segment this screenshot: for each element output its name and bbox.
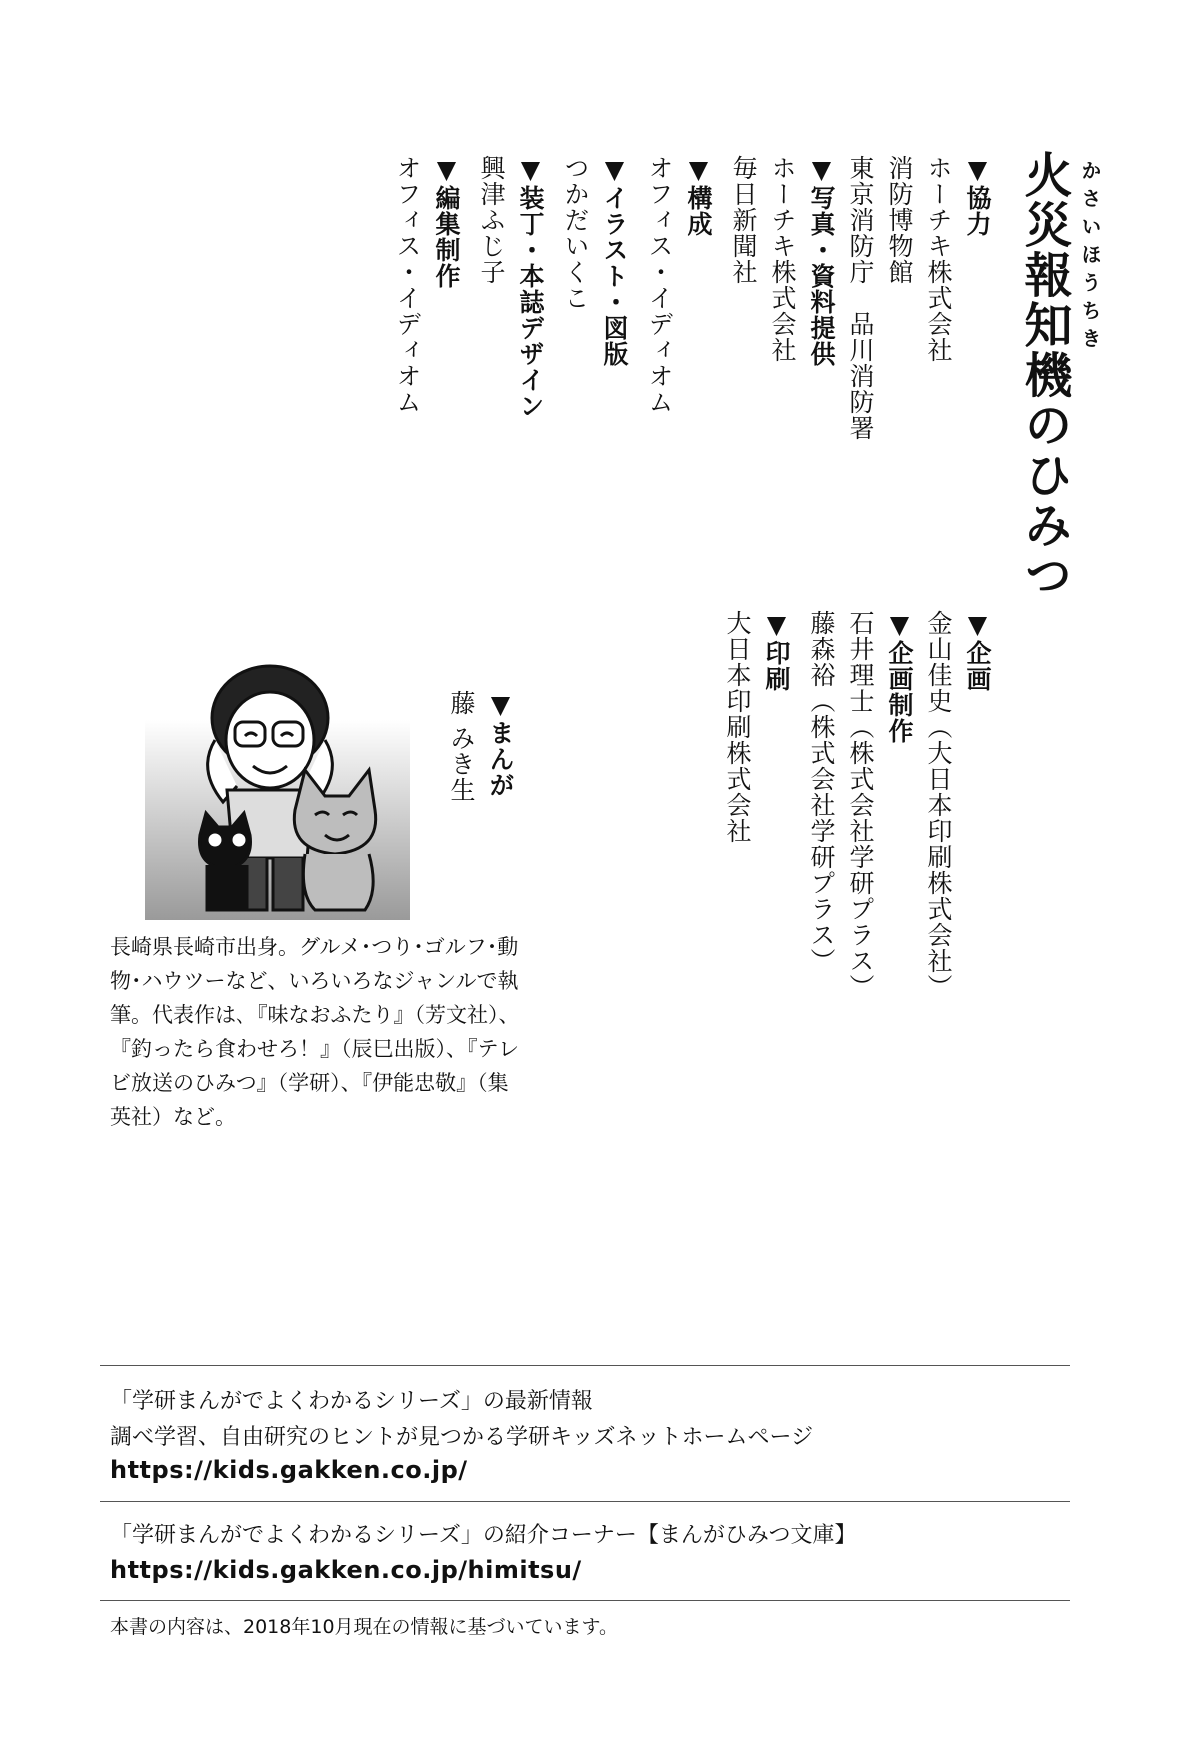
credit-line: 興津ふじ子 xyxy=(477,155,506,285)
book-title-ruby: かさいほうちき xyxy=(1078,160,1102,356)
credit-line: 毎日新聞社 xyxy=(729,155,758,285)
author-portrait xyxy=(145,660,410,920)
credit-line: ホーチキ株式会社 xyxy=(768,155,797,363)
black-cat xyxy=(200,813,251,910)
credit-header-illustration: ▼イラスト・図版 xyxy=(600,155,629,367)
series-news-text: 「学研まんがでよくわかるシリーズ」の最新情報 xyxy=(110,1389,593,1414)
credit-header-composition: ▼構成 xyxy=(684,155,713,237)
kids-net-text: 調べ学習、自由研究のヒントが見つかる学研キッズネットホームページ xyxy=(110,1425,814,1450)
himitsu-url-link[interactable]: https://kids.gakken.co.jp/himitsu/ xyxy=(110,1556,582,1584)
series-corner-text: 「学研まんがでよくわかるシリーズ」の紹介コーナー【まんがひみつ文庫】 xyxy=(110,1523,857,1548)
credit-line: 東京消防庁 品川消防署 xyxy=(846,155,875,441)
credit-line: 大日本印刷株式会社 xyxy=(723,610,752,844)
credit-header-design: ▼装丁・本誌デザイン xyxy=(516,155,545,419)
author-bio: 長崎県長崎市出身。グルメ･つり･ゴルフ･動物･ハウツーなど、いろいろなジャンルで執筆。代表作は､『味なおふたり』（芳文社）、『釣ったら食わせろ！』（辰巳出版）、『テレビ放送のひみつ』（学研）、『伊能忠敬』（集英社）など。 xyxy=(110,935,520,1129)
credit-header-cooperation: ▼協力 xyxy=(963,155,992,237)
credit-line: 金山佳史（大日本印刷株式会社） xyxy=(924,610,953,1000)
credit-header-planning-production: ▼企画制作 xyxy=(885,610,914,744)
divider xyxy=(100,1365,1070,1366)
credit-line: オフィス・イディオム xyxy=(393,155,422,415)
credit-line: オフィス・イディオム xyxy=(645,155,674,415)
kids-net-url-link[interactable]: https://kids.gakken.co.jp/ xyxy=(110,1456,468,1484)
book-title: 火災報知機のひみつ xyxy=(1016,150,1072,600)
credit-line: つかだいくこ xyxy=(561,155,590,311)
credit-header-manga: ▼まんが xyxy=(486,690,515,798)
credit-header-planning: ▼企画 xyxy=(963,610,992,692)
credit-line: 石井理士（株式会社学研プラス） xyxy=(846,610,875,1000)
manga-artist-name: 藤 みき生 xyxy=(447,690,476,803)
credit-line: ホーチキ株式会社 xyxy=(924,155,953,363)
divider xyxy=(100,1501,1070,1502)
divider xyxy=(100,1600,1070,1601)
credit-line: 藤森裕（株式会社学研プラス） xyxy=(807,610,836,974)
credit-header-printing: ▼印刷 xyxy=(762,610,791,692)
credit-header-photo: ▼写真・資料提供 xyxy=(807,155,836,367)
credit-header-editing: ▼編集制作 xyxy=(432,155,461,289)
info-date-note: 本書の内容は、2018年10月現在の情報に基づいています。 xyxy=(110,1616,619,1638)
credit-line: 消防博物館 xyxy=(885,155,914,285)
